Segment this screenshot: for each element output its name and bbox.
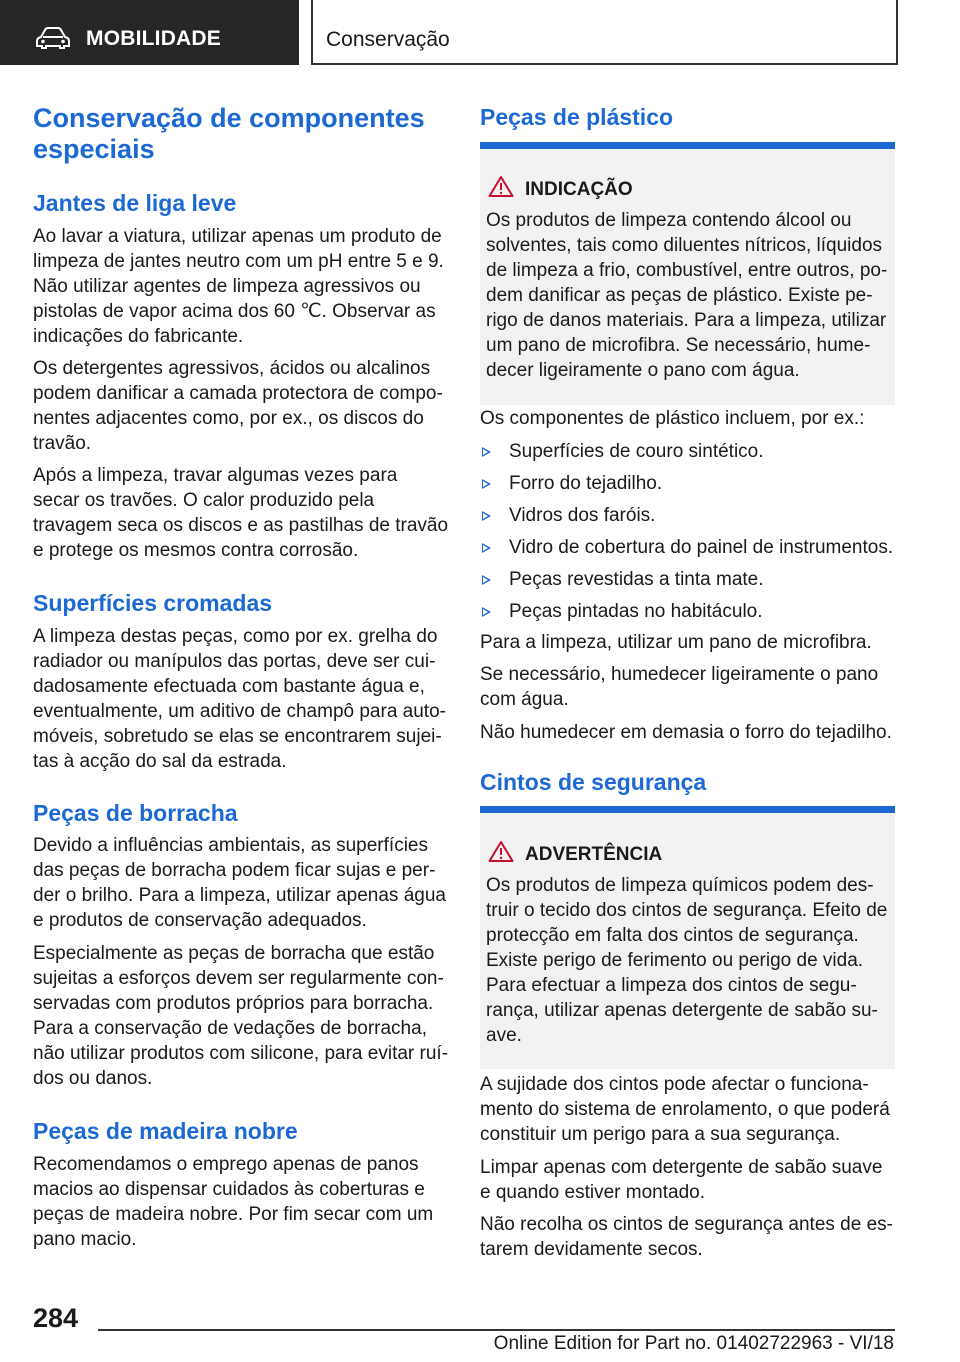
paragraph: Limpar apenas com detergente de sabão suave e quando estiver montado. xyxy=(480,1157,883,1203)
info-note xyxy=(480,142,895,405)
warning-triangle-icon xyxy=(488,175,514,197)
paragraph: Após a limpeza, travar algumas vezes para secar os travões. O calor produzido pela travagem seca os discos e as pastilhas de travão e protege os mesmos contra corrosão. xyxy=(33,465,449,561)
note-body: Os produtos de limpeza químicos podem destruir o tecido dos cintos de segurança. Efeito de protecção em falta dos cintos de segurança. Existe perigo de ferimento ou perigo de vida. Para efectuar a limpeza dos cintos de segurança, utilizar apenas detergente de sabão suave. xyxy=(486,875,888,1046)
paragraph: Os componentes de plástico incluem, por ex.: xyxy=(480,408,865,429)
list-item: Vidro de cobertura do painel de instrumentos. xyxy=(480,535,896,567)
chapter-label: MOBILIDADE xyxy=(86,27,221,50)
bullet-triangle-icon xyxy=(482,607,491,617)
list-item: Vidros dos faróis. xyxy=(480,503,896,535)
heading-rubber-parts: Peças de borracha xyxy=(33,800,238,826)
bullet-triangle-icon xyxy=(482,543,491,553)
plastic-parts-list xyxy=(480,439,896,631)
section-header xyxy=(311,0,898,65)
heading-chrome-surfaces: Superfícies cromadas xyxy=(33,590,273,616)
bullet-triangle-icon xyxy=(482,511,491,521)
paragraph: Para a limpeza, utilizar um pano de microfibra. xyxy=(480,632,872,653)
note-title: INDICAÇÃO xyxy=(525,179,633,200)
section-title: Conservação xyxy=(326,28,450,51)
page-title: Conservação de componentes especiais xyxy=(33,103,425,164)
list-item: Peças revestidas a tinta mate. xyxy=(480,567,896,599)
warning-triangle-icon xyxy=(488,840,514,862)
heading-alloy-wheels: Jantes de liga leve xyxy=(33,190,237,216)
footer-divider xyxy=(98,1329,895,1331)
paragraph: Se necessário, humedecer ligeiramente o pano com água. xyxy=(480,664,879,710)
paragraph: Não recolha os cintos de segurança antes de estarem devidamente secos. xyxy=(480,1214,893,1260)
chapter-tab xyxy=(0,0,299,65)
page-number: 284 xyxy=(33,1303,79,1333)
paragraph: Não humedecer em demasia o forro do tejadilho. xyxy=(480,722,892,743)
paragraph: Especialmente as peças de borracha que estão sujeitas a esforços devem ser regularmente conservadas com produtos próprios para borracha. Para a conservação de vedações de borracha, não utilizar produtos com silicone, para evitar ruídos ou danos. xyxy=(33,943,449,1089)
paragraph: Ao lavar a viatura, utilizar apenas um produto de limpeza de jantes neutro com um pH entre 5 e 9. Não utilizar agentes de limpeza agressivos ou pistolas de vapor acima dos 60 ℃. Observar as indicações do fabricante. xyxy=(33,226,444,347)
heading-seat-belts: Cintos de segurança xyxy=(480,769,707,795)
paragraph: A sujidade dos cintos pode afectar o funcionamento do sistema de enrolamento, o que poderá constituir um perigo para a sua segurança. xyxy=(480,1074,890,1145)
heading-fine-wood: Peças de madeira nobre xyxy=(33,1118,298,1144)
warning-note xyxy=(480,806,895,1069)
list-item: Peças pintadas no habitáculo. xyxy=(480,599,896,631)
heading-plastic-parts: Peças de plástico xyxy=(480,104,674,130)
note-body: Os produtos de limpeza contendo álcool ou solventes, tais como diluentes nítricos, líquidos de limpeza a frio, combustível, entre outros, podem danificar as peças de plástico. Existe perigo de danos materiais. Para a limpeza, utilizar um pano de microfibra. Se necessário, humedecer ligeiramente o pano com água. xyxy=(486,210,888,381)
paragraph: Devido a influências ambientais, as superfícies das peças de borracha podem ficar sujas e perder o brilho. Para a limpeza, utilizar apenas água e produtos de conservação adequados. xyxy=(33,835,446,931)
bullet-triangle-icon xyxy=(482,447,491,457)
paragraph: A limpeza destas peças, como por ex. grelha do radiador ou manípulos das portas, deve ser cuidadosamente efectuada com bastante água e, eventualmente, um aditivo de champô para automóveis, sobretudo se elas se encontrarem sujeitas à acção do sal da estrada. xyxy=(33,626,446,772)
car-icon xyxy=(36,27,70,49)
bullet-triangle-icon xyxy=(482,575,491,585)
list-item: Forro do tejadilho. xyxy=(480,471,896,503)
list-item: Superfícies de couro sintético. xyxy=(480,439,896,471)
note-title: ADVERTÊNCIA xyxy=(525,844,663,865)
bullet-triangle-icon xyxy=(482,479,491,489)
paragraph: Os detergentes agressivos, ácidos ou alcalinos podem danificar a camada protectora de componentes adjacentes como, por ex., os discos do travão. xyxy=(33,358,443,454)
edition-info: Online Edition for Part no. 01402722963 - VI/18 xyxy=(493,1333,894,1354)
paragraph: Recomendamos o emprego apenas de panos macios ao dispensar cuidados às coberturas e peças de madeira nobre. Por fim secar com um pano macio. xyxy=(33,1154,434,1250)
